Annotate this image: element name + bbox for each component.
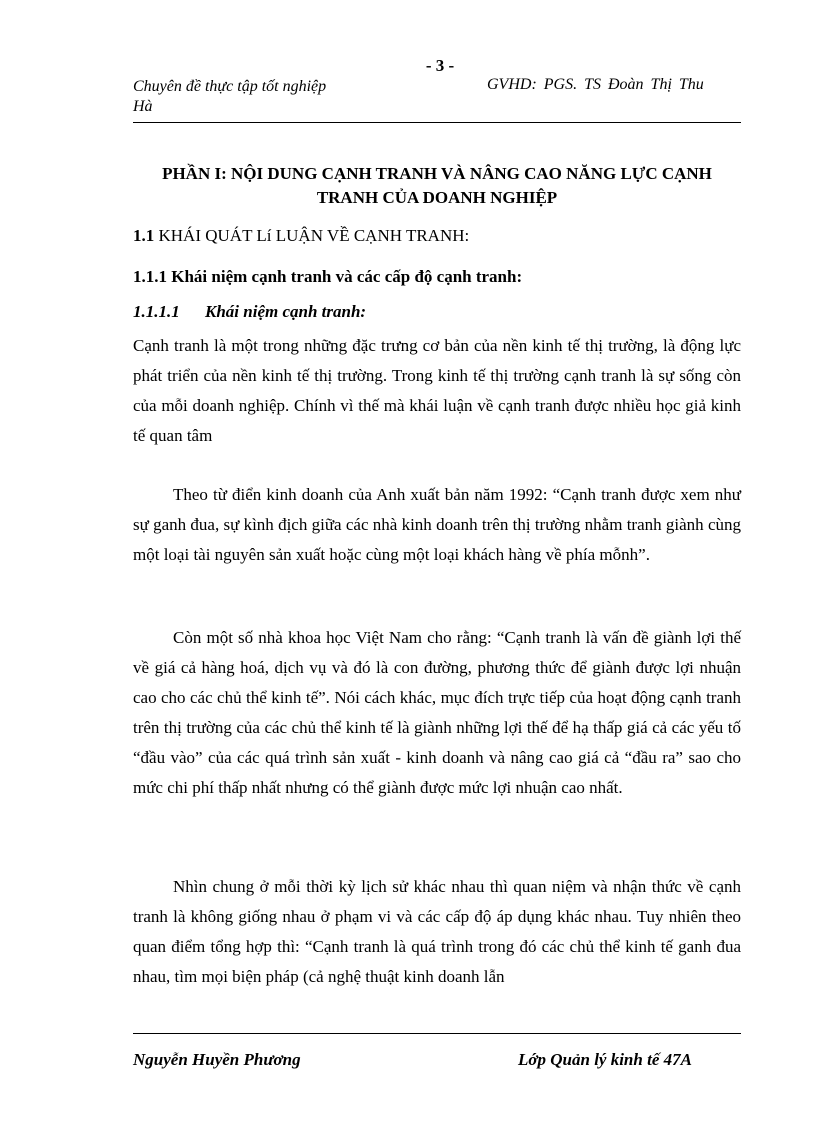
page-number: - 3 -	[425, 56, 455, 75]
header-supervisor: GVHD: PGS. TS Đoàn Thị Thu	[487, 76, 704, 93]
paragraph: Theo từ điển kinh doanh của Anh xuất bản năm 1992: “Cạnh tranh được xem như sự ganh đua, sự kình địch giữa các nhà kinh doanh trên thị trường nhằm tranh giành cùng một loại tài nguyên sản xuất hoặc cùng một loại khách hàng về phía mỗnh”.	[133, 485, 741, 564]
footer-author: Nguyễn Huyền Phương	[133, 1050, 301, 1069]
section-title: KHÁI QUÁT Lí LUẬN VỀ CẠNH TRANH:	[158, 226, 470, 245]
footer-rule	[133, 1033, 741, 1034]
section-number: 1.1	[133, 226, 155, 245]
section-heading-1-1	[133, 226, 469, 246]
paragraph: Nhìn chung ở mỗi thời kỳ lịch sử khác nhau thì quan niệm và nhận thức về cạnh tranh là không giống nhau ở phạm vi và các cấp độ áp dụng khác nhau. Tuy nhiên theo quan điểm tổng hợp thì: “Cạnh tranh là quá trình trong đó các chủ thể kinh tế ganh đua nhau, tìm mọi biện pháp (cả nghệ thuật kinh doanh lẫn	[133, 877, 741, 986]
header-report-title: Chuyên đề thực tập tốt nghiệp	[133, 78, 327, 95]
part-title: PHẦN I: NỘI DUNG CẠNH TRANH VÀ NÂNG CAO NĂNG LỰC CẠNH TRANH CỦA DOANH NGHIỆP	[162, 164, 712, 207]
paragraph: Còn một số nhà khoa học Việt Nam cho rằng: “Cạnh tranh là vấn đề giành lợi thế về giá cả hàng hoá, dịch vụ và đó là con đường, phương thức để giành được lợi nhuận cao cho các chủ thể kinh tế”. Nói cách khác, mục đích trực tiếp của hoạt động cạnh tranh trên thị trường của các chủ thể kinh tế là giành những lợi thế để hạ thấp giá cả các yếu tố “đầu vào” của các quá trình sản xuất - kinh doanh và nâng cao giá cả “đầu ra” sao cho mức chi phí thấp nhất nhưng có thể giành được mức lợi nhuận cao nhất.	[133, 628, 741, 797]
header-rule	[133, 122, 741, 123]
subsection-number: 1.1.1.1	[133, 302, 180, 321]
header-report-title-wrap: Hà	[133, 98, 153, 115]
paragraph: Cạnh tranh là một trong những đặc trưng cơ bản của nền kinh tế thị trường, là động lực phát triển của nền kinh tế thị trường. Trong kinh tế thị trường cạnh tranh là sự sống còn của mỗi doanh nghiệp. Chính vì thế mà khái luận về cạnh tranh được nhiều học giả kinh tế quan tâm	[133, 336, 741, 445]
section-heading-1-1-1-1	[133, 302, 366, 322]
footer-class: Lớp Quản lý kinh tế 47A	[518, 1050, 692, 1069]
subsection-title: Khái niệm cạnh tranh:	[205, 302, 367, 321]
section-heading-1-1-1: 1.1.1 Khái niệm cạnh tranh và các cấp độ cạnh tranh:	[133, 267, 523, 286]
